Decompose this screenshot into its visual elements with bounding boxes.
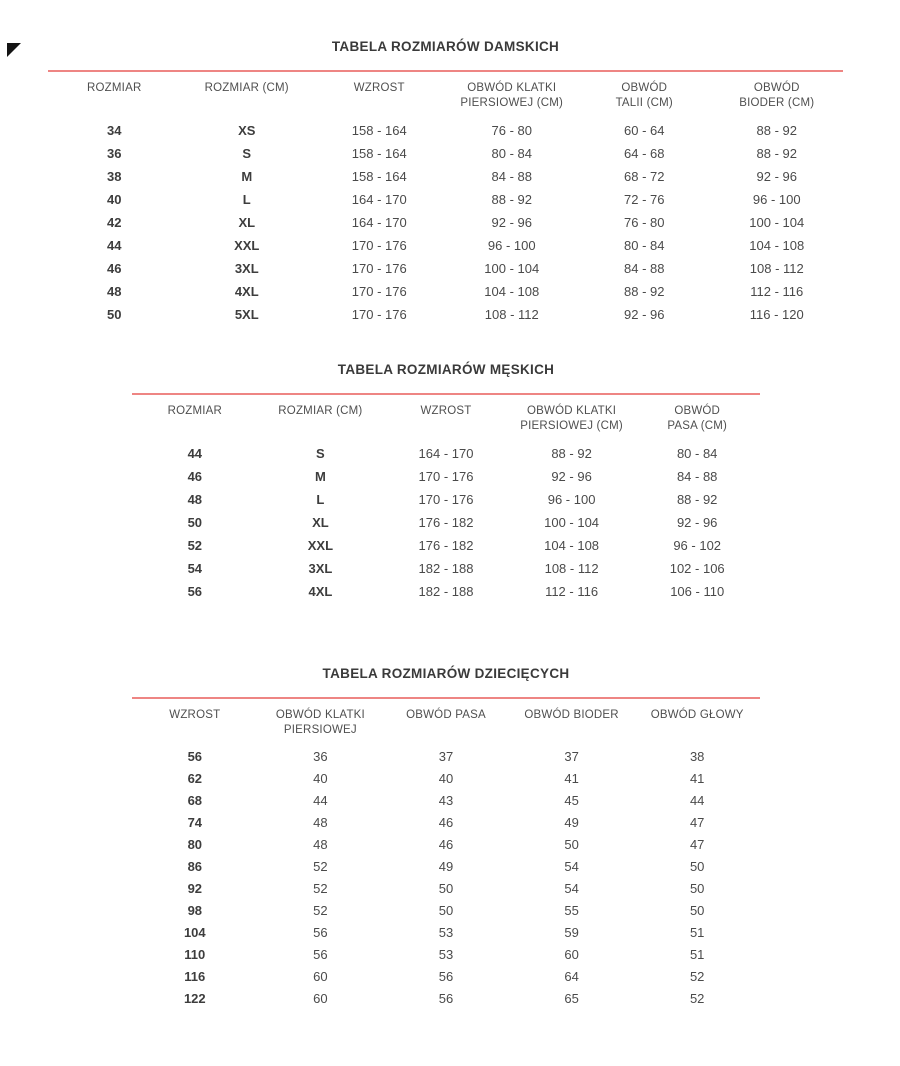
cell: L [242,192,251,207]
column-header [634,394,760,442]
cell: 100 - 104 [749,215,805,230]
cell: 38 [689,749,705,764]
cell: 50 [438,881,454,896]
column-header [634,698,760,746]
cell: 84 - 88 [624,261,665,276]
cell: 52 [313,859,328,874]
cell: 158 - 164 [351,169,407,184]
size-charts-document [0,38,900,1010]
cell: 112 - 116 [545,584,599,599]
table-title: TABELA ROZMIARÓW MĘSKICH [337,362,555,377]
cell: 104 - 108 [749,238,805,253]
men-sizes-section [132,361,760,603]
cell: 4XL [234,284,259,299]
column-header-line: ROZMIAR [167,405,223,417]
cell: 84 - 88 [676,469,718,484]
cell: 122 [183,991,206,1006]
cell: 54 [564,859,579,874]
cell: 92 - 96 [551,469,592,484]
table-row [48,303,843,326]
column-header-line: TALII (CM) [615,97,673,109]
column-header-line: OBWÓD BIODER [524,709,619,721]
cell: 170 - 176 [418,492,474,507]
cell: 92 [187,881,203,896]
cell: 40 [313,771,328,786]
column-header-line: OBWÓD KLATKI [275,709,365,721]
cell: 37 [564,749,579,764]
cell: 56 [187,584,203,599]
cell: 108 - 112 [544,561,599,576]
column-header-line: WZROST [420,405,472,417]
column-header-line: WZROST [353,82,405,94]
cell: 50 [107,307,122,322]
cell: 52 [313,881,328,896]
table-row [132,878,760,900]
cell: 52 [313,903,328,918]
cell: 92 - 96 [491,215,532,230]
cell: 55 [564,903,579,918]
table-row [132,534,760,557]
cell: 88 - 92 [491,192,532,207]
women-size-table [48,70,843,326]
cell: 170 - 176 [351,307,407,322]
column-header [48,71,181,119]
table-row [48,234,843,257]
cell: 72 - 76 [624,192,665,207]
cell: 98 [187,903,203,918]
cell: 56 [438,969,454,984]
header-row [48,71,843,119]
cell: 52 [689,991,705,1006]
cell: 164 - 170 [351,192,407,207]
cell: 112 - 116 [750,284,804,299]
cell: 80 - 84 [491,146,532,161]
cell: 45 [564,793,579,808]
cell: 44 [689,793,705,808]
table-row [132,944,760,966]
cell: 96 - 102 [673,538,722,553]
cell: 88 - 92 [551,446,592,461]
table-row [48,257,843,280]
table-row [132,746,760,768]
cell: 88 - 92 [756,123,797,138]
cell: 170 - 176 [418,469,474,484]
cell: XS [238,123,256,138]
column-header-line: PIERSIOWEJ (CM) [520,420,623,432]
cell: 50 [187,515,203,530]
cell: 56 [438,991,454,1006]
cell: 88 - 92 [756,146,797,161]
column-header [132,394,258,442]
cell: 60 - 64 [624,123,665,138]
cell: 68 [187,793,203,808]
column-header [313,71,446,119]
header-row [132,698,760,746]
table-row [132,988,760,1010]
cell: 76 - 80 [491,123,532,138]
table-header [132,698,760,746]
cell: 56 [313,925,328,940]
cell: 40 [107,192,122,207]
cell: 170 - 176 [351,261,407,276]
cell: 36 [313,749,328,764]
column-header [258,394,384,442]
cell: 108 - 112 [749,261,804,276]
men-size-table [132,393,760,603]
cell: 176 - 182 [418,538,474,553]
cell: 88 - 92 [676,492,718,507]
cell: 164 - 170 [351,215,407,230]
cell: XXL [307,538,334,553]
cell: 65 [564,991,579,1006]
cell: 64 - 68 [624,146,665,161]
cell: 108 - 112 [484,307,539,322]
cell: 50 [564,837,579,852]
cell: 46 [187,469,203,484]
cell: 46 [107,261,122,276]
column-header [578,71,711,119]
table-body [132,442,760,603]
cell: 53 [438,947,454,962]
cell: 86 [187,859,203,874]
table-row [132,790,760,812]
table-row [48,280,843,303]
children-sizes-section [132,665,760,1010]
cell: 80 - 84 [624,238,665,253]
cell: 100 - 104 [544,515,600,530]
column-header-line: OBWÓD [621,82,668,94]
cell: 158 - 164 [351,146,407,161]
cell: 47 [689,815,705,830]
cell: 48 [187,492,203,507]
cell: 43 [438,793,454,808]
cell: 84 - 88 [491,169,532,184]
cell: 176 - 182 [418,515,474,530]
cell: 51 [689,925,705,940]
cell: 96 - 100 [547,492,596,507]
cell: 92 - 96 [624,307,665,322]
table-row [48,119,843,142]
column-header-line: WZROST [169,709,221,721]
table-row [48,211,843,234]
cell: 59 [564,925,579,940]
cell: 4XL [308,584,333,599]
cell: M [314,469,326,484]
cell: 96 - 100 [487,238,536,253]
cell: 92 - 96 [756,169,797,184]
cell: 36 [107,146,122,161]
cell: 40 [438,771,454,786]
cell: 80 - 84 [676,446,718,461]
cell: 182 - 188 [418,561,474,576]
cell: 51 [689,947,705,962]
table-row [132,557,760,580]
column-header [258,698,384,746]
cell: 54 [187,561,203,576]
cell: 170 - 176 [351,238,407,253]
cell: 48 [313,837,328,852]
column-header-line: ROZMIAR (CM) [278,405,363,417]
cell: 49 [438,859,454,874]
cell: 182 - 188 [418,584,474,599]
column-header-line: OBWÓD KLATKI [467,82,557,94]
table-row [48,165,843,188]
cell: 62 [187,771,203,786]
cell: 50 [689,903,705,918]
table-header [132,394,760,442]
cell: 164 - 170 [418,446,474,461]
column-header-line: OBWÓD PASA [406,709,486,721]
children-size-table [132,697,760,1010]
column-header-line: OBWÓD KLATKI [527,405,617,417]
table-body [48,119,843,326]
cell: 38 [107,169,122,184]
cell: 60 [313,969,328,984]
cell: 80 [187,837,203,852]
cell: 3XL [234,261,259,276]
cell: 41 [564,771,579,786]
cell: 56 [313,947,328,962]
cell: M [241,169,253,184]
cell: 60 [564,947,579,962]
column-header [383,394,509,442]
cell: 158 - 164 [351,123,407,138]
table-row [132,812,760,834]
cell: 170 - 176 [351,284,407,299]
cell: 92 - 96 [676,515,718,530]
cell: S [242,146,252,161]
table-row [132,834,760,856]
table-row [132,488,760,511]
cell: 68 - 72 [624,169,665,184]
column-header-line: ROZMIAR [87,82,142,94]
column-header-line: PIERSIOWEJ (CM) [460,97,564,109]
table-row [132,465,760,488]
cell: 34 [107,123,122,138]
cell: 53 [438,925,454,940]
cell: 106 - 110 [670,584,725,599]
column-header-line: OBWÓD GŁOWY [650,709,744,721]
column-header-line: BIODER (CM) [739,97,815,109]
cell: 54 [564,881,579,896]
cell: 44 [187,446,203,461]
cell: 102 - 106 [669,561,725,576]
cell: 44 [313,793,328,808]
cell: 5XL [234,307,259,322]
table-row [132,442,760,465]
column-header-line: PIERSIOWEJ [283,724,357,736]
cell: 76 - 80 [624,215,665,230]
cell: 104 - 108 [544,538,600,553]
column-header-line: ROZMIAR (CM) [204,82,289,94]
table-title: TABELA ROZMIARÓW DZIECIĘCYCH [322,666,570,681]
table-row [132,966,760,988]
column-header [446,71,579,119]
cell: 50 [438,903,454,918]
column-header [181,71,314,119]
cell: 104 - 108 [484,284,540,299]
column-header [132,698,258,746]
cell: L [316,492,325,507]
table-row [48,142,843,165]
women-sizes-section [48,38,843,326]
column-header-line: PASA (CM) [667,420,728,432]
cell: 3XL [308,561,333,576]
cell: 60 [313,991,328,1006]
table-row [132,856,760,878]
cell: 49 [564,815,579,830]
corner-triangle-icon [7,43,21,57]
cell: XL [312,515,329,530]
cell: XL [238,215,256,230]
cell: 46 [438,815,454,830]
cell: S [316,446,325,461]
cell: 50 [689,859,705,874]
table-row [132,511,760,534]
cell: 116 - 120 [749,307,804,322]
column-header-line: OBWÓD [674,405,721,417]
table-header [48,71,843,119]
cell: 74 [187,815,203,830]
cell: 96 - 100 [752,192,801,207]
cell: XXL [234,238,260,253]
cell: 64 [564,969,579,984]
cell: 88 - 92 [624,284,665,299]
cell: 41 [689,771,705,786]
column-header [509,698,635,746]
cell: 56 [187,749,203,764]
cell: 52 [689,969,705,984]
table-row [132,922,760,944]
cell: 37 [438,749,454,764]
table-body [132,746,760,1010]
cell: 50 [689,881,705,896]
cell: 116 [184,969,206,984]
column-header [711,71,844,119]
column-header-line: OBWÓD [753,82,800,94]
table-row [132,580,760,603]
cell: 44 [107,238,122,253]
cell: 104 [183,925,206,940]
column-header [509,394,635,442]
cell: 48 [313,815,328,830]
cell: 110 [184,947,206,962]
column-header [383,698,509,746]
cell: 42 [107,215,122,230]
cell: 46 [438,837,454,852]
cell: 100 - 104 [484,261,540,276]
header-row [132,394,760,442]
table-title: TABELA ROZMIARÓW DAMSKICH [331,39,560,54]
table-row [132,900,760,922]
cell: 47 [689,837,705,852]
cell: 52 [187,538,203,553]
cell: 48 [107,284,122,299]
table-row [132,768,760,790]
table-row [48,188,843,211]
